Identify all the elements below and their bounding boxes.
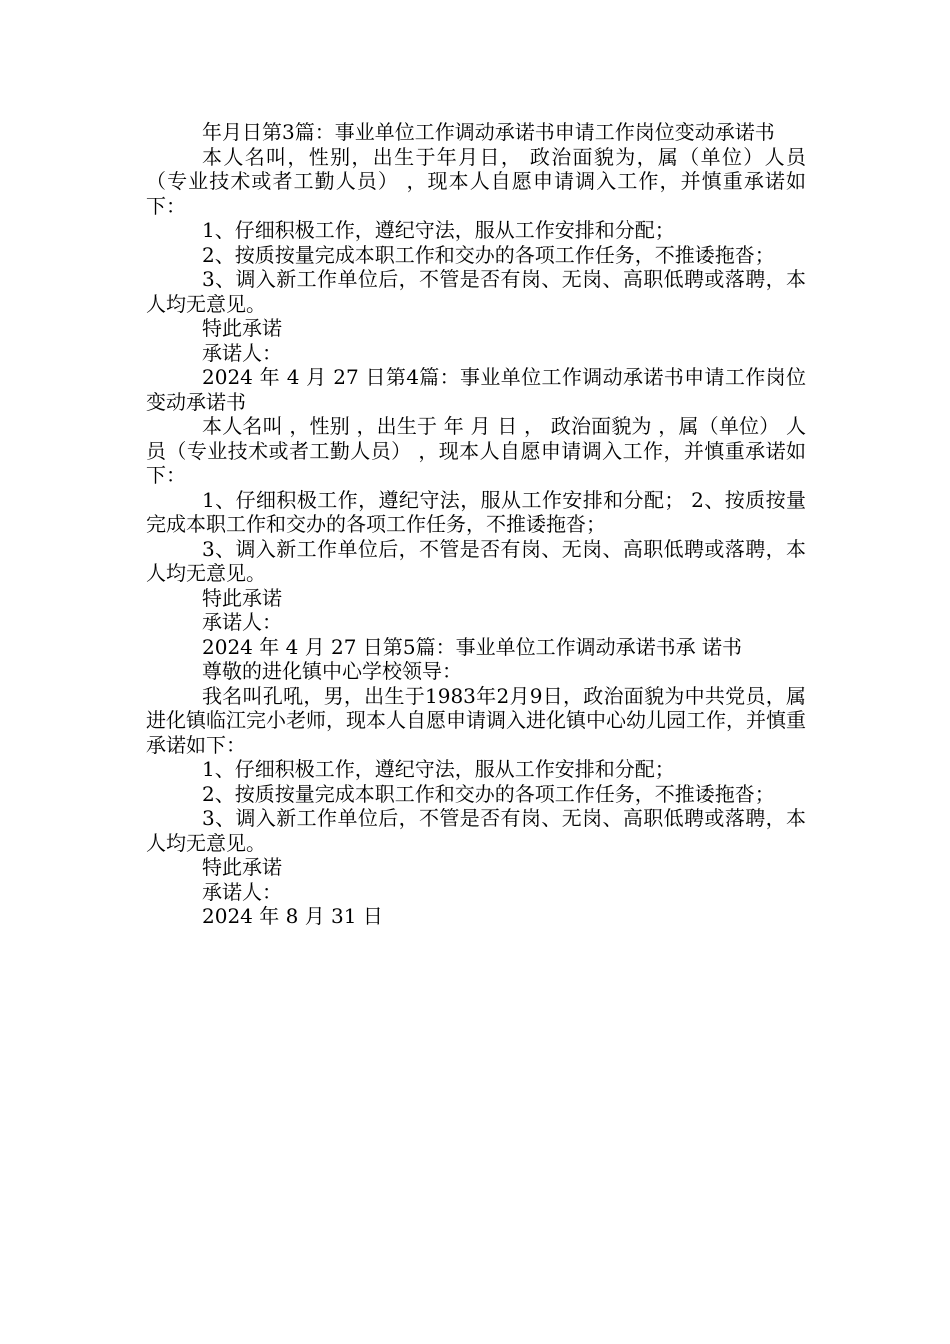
- paragraph-applicant-info: 本人名叫，性别，出生于年月日， 政治面貌为，属（单位）人员（专业技术或者工勤人员） ，现本人自愿申请调入工作，并慎重承诺如下：: [146, 144, 806, 218]
- paragraph-commitment-3: 3、调入新工作单位后，不管是否有岗、无岗、高职低聘或落聘，本人均无意见。: [146, 536, 806, 585]
- paragraph-applicant-info: 我名叫孔吼，男，出生于1983年2月9日，政治面貌为中共党员，属进化镇临江完小老师，现本人自愿申请调入进化镇中心幼儿园工作，并慎重承诺如下：: [146, 683, 806, 757]
- paragraph-commitment-3: 3、调入新工作单位后，不管是否有岗、无岗、高职低聘或落聘，本人均无意见。: [146, 806, 806, 855]
- paragraph-heading-3: 年月日第3篇：事业单位工作调动承诺书申请工作岗位变动承诺书: [202, 120, 775, 144]
- paragraph-salutation: 尊敬的进化镇中心学校领导：: [202, 659, 462, 683]
- paragraph-commitment-1: 1、仔细积极工作，遵纪守法，服从工作安排和分配；: [202, 218, 675, 242]
- document-body: [146, 120, 806, 929]
- paragraph-signer: 承诺人：: [202, 340, 282, 365]
- paragraph-date: 2024 年 8 月 31 日: [202, 904, 383, 928]
- paragraph-commitment-3: 3、调入新工作单位后，不管是否有岗、无岗、高职低聘或落聘，本人均无意见。: [146, 267, 806, 316]
- paragraph-heading-5: 2024 年 4 月 27 日第5篇：事业单位工作调动承诺书承 诺书: [202, 634, 742, 659]
- paragraph-heading-4: 2024 年 4 月 27 日第4篇：事业单位工作调动承诺书申请工作岗位变动承诺书: [146, 365, 806, 414]
- paragraph-commitment-1: 1、仔细积极工作，遵纪守法，服从工作安排和分配；: [202, 757, 675, 781]
- paragraph-hereby-commit: 特此承诺: [202, 316, 282, 340]
- paragraph-applicant-info: 本人名叫 ，性别 ，出生于 年 月 日 ， 政治面貌为 ，属（单位） 人员（专业技术或者工勤人员） ，现本人自愿申请调入工作，并慎重承诺如下：: [146, 414, 806, 487]
- paragraph-signer: 承诺人：: [202, 879, 282, 904]
- paragraph-commitment-2: 2、按质按量完成本职工作和交办的各项工作任务，不推诿拖沓；: [202, 242, 775, 267]
- paragraph-commitment-1-2: 1、仔细积极工作，遵纪守法，服从工作安排和分配； 2、按质按量完成本职工作和交办的各项工作任务，不推诿拖沓；: [146, 487, 806, 536]
- paragraph-hereby-commit: 特此承诺: [202, 585, 282, 610]
- paragraph-hereby-commit: 特此承诺: [202, 855, 282, 879]
- paragraph-commitment-2: 2、按质按量完成本职工作和交办的各项工作任务，不推诿拖沓；: [202, 781, 775, 806]
- paragraph-signer: 承诺人：: [202, 610, 282, 634]
